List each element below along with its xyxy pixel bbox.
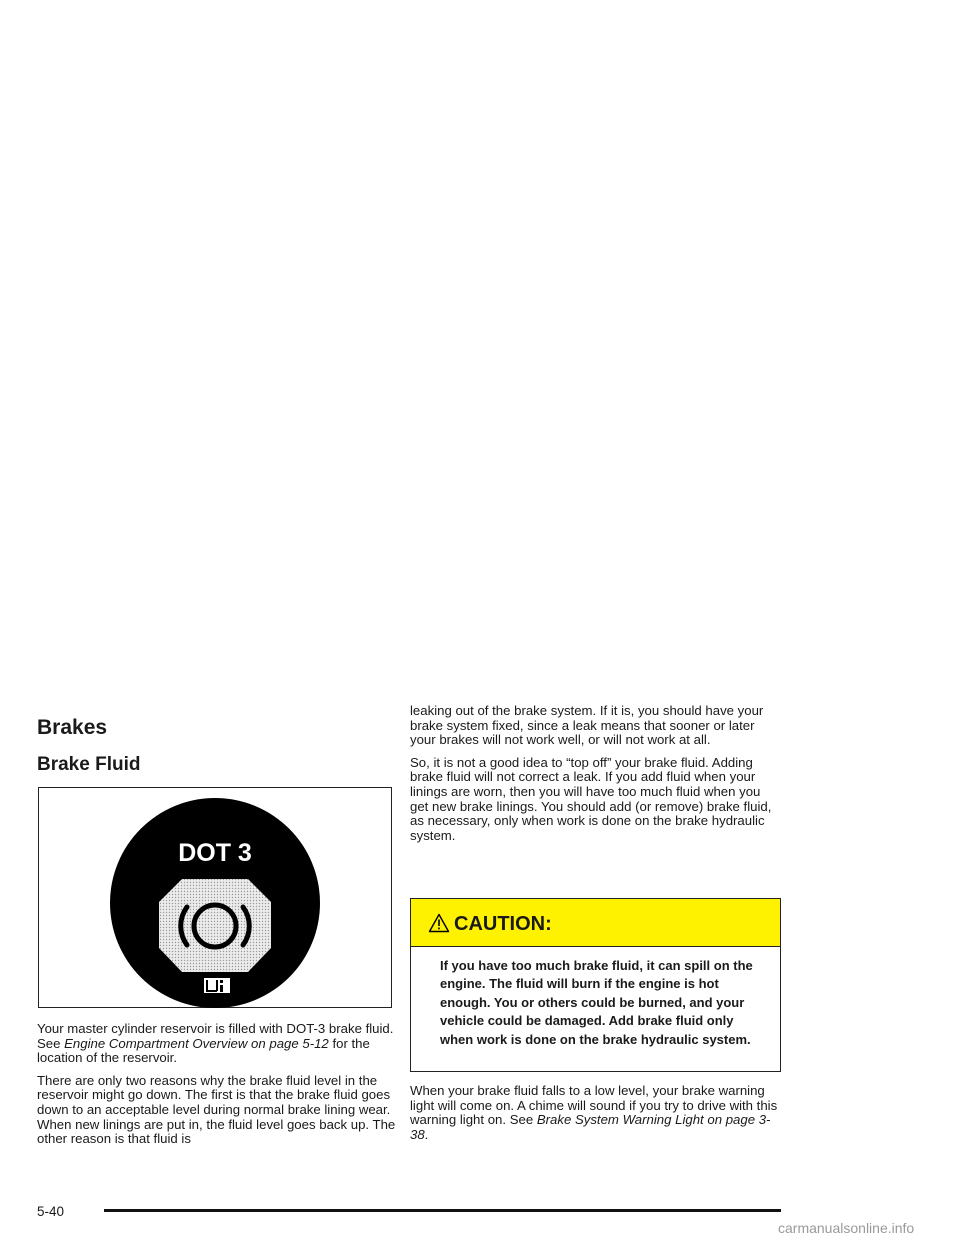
caution-title: CAUTION: [454, 913, 552, 935]
paragraph: When your brake fluid falls to a low level, your brake warning light will come on. A chime will sound if you try to drive with this warning light on. See Brake System Warning Light on page 3-38. [410, 1083, 778, 1142]
warning-triangle-icon [428, 913, 450, 933]
section-heading: Brakes [37, 716, 108, 739]
caution-text: If you have too much brake fluid, it can spill on the engine. The fluid will burn if the engine is hot enough. You or others could be burned, and your vehicle could be damaged. Add brake fluid only when work is done on the brake hydraulic system. [440, 958, 753, 1047]
left-column [37, 1022, 397, 1155]
paragraph: There are only two reasons why the brake fluid level in the reservoir might go down. The first is that the brake fluid goes down to an acceptable level during normal brake lining wear. When new linings are put in, the fluid level goes back up. The other reason is that fluid is [37, 1072, 396, 1147]
right-column [410, 704, 782, 851]
owner-manual-icon [204, 978, 230, 993]
page-reference-link[interactable]: Engine Compartment Overview on page 5-12 [64, 1035, 329, 1051]
caution-box [410, 898, 781, 1072]
caution-header [411, 899, 780, 947]
right-column-lower [410, 1084, 782, 1150]
dot3-cap-illustration [39, 788, 393, 1009]
subsection-heading: Brake Fluid [37, 754, 141, 775]
page-number: 5-40 [37, 1204, 65, 1219]
dot3-label: DOT 3 [178, 839, 252, 867]
watermark: carmanualsonline.info [778, 1220, 915, 1236]
paragraph: leaking out of the brake system. If it is, you should have your brake system fixed, since a leak means that sooner or later your brakes will not work well, or will not work at all. [410, 703, 764, 748]
octagon-plate [159, 879, 271, 972]
page-reference-link[interactable]: Brake System Warning Light on page 3-38 [410, 1112, 771, 1142]
paragraph: So, it is not a good idea to “top off” your brake fluid. Adding brake fluid will not correct a leak. If you add fluid when your linings are worn, then you will have too much fluid when you get new brake linings. You should add (or remove) brake fluid, as necessary, only when work is done on the brake hydraulic system. [410, 754, 772, 843]
paragraph: Your master cylinder reservoir is filled with DOT-3 brake fluid. See Engine Compartment Overview on page 5-12 for the location of the reservoir. [37, 1021, 394, 1066]
footer-divider [104, 1209, 781, 1212]
dot3-cap-figure [38, 787, 392, 1008]
